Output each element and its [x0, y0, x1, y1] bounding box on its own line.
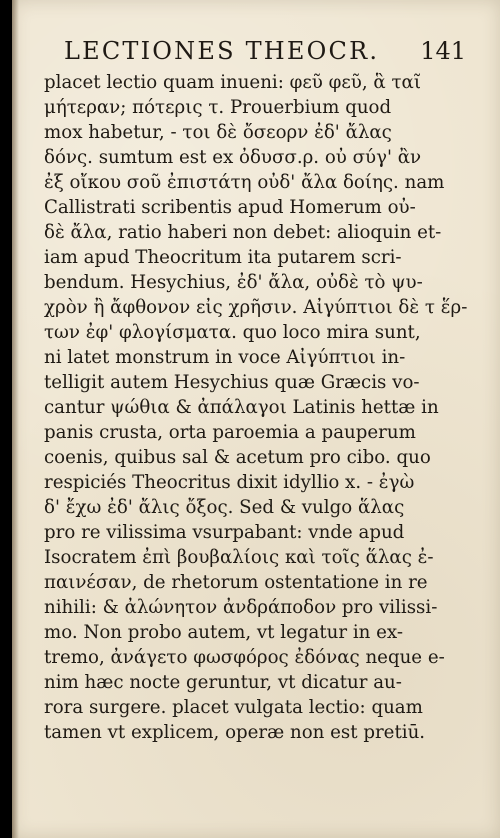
text-line: tamen vt explicem, operæ non est pretiū.: [44, 722, 426, 743]
text-line: χρὸν ἢ ἄφθονον εἰς χρῆσιν. Αἰγύπτιοι δὲ τ ἕρ-: [44, 297, 468, 318]
text-line: δόνς. sumtum est ex ὀδυσσ.ρ. οὐ σύγ' ἂν: [44, 147, 422, 168]
text-line: bendum. Hesychius, ἐδ' ἄλα, οὐδὲ τὸ ψυ-: [44, 272, 423, 293]
text-line: ni latet monstrum in voce Αἰγύπτιοι in-: [44, 347, 406, 368]
text-line: panis crusta, orta paroemia a pauperum: [44, 422, 416, 443]
text-line: nihili: & ἀλώνητον ἀνδράποδον pro vilissi-: [44, 597, 438, 618]
text-line: cantur ψώθια & ἀπάλαγοι Latinis hettæ in: [44, 397, 439, 418]
commentary-text: [44, 70, 468, 745]
text-line: respiciés Theocritus dixit idyllio x. - ἐγὼ: [44, 472, 415, 493]
text-line: δ' ἔχω ἐδ' ἄλις ὄξος. Sed & vulgo ἅλας: [44, 497, 405, 518]
text-line: placet lectio quam inueni: φεῦ φεῦ, ἃ ταῖ: [44, 72, 421, 93]
text-line: mo. Non probo autem, vt legatur in ex-: [44, 622, 403, 643]
text-line: coenis, quibus sal & acetum pro cibo. quo: [44, 447, 431, 468]
text-line: Callistrati scribentis apud Homerum οὐ-: [44, 197, 416, 218]
page-number: 141: [420, 37, 466, 65]
text-line: telligit autem Hesychius quæ Græcis vo-: [44, 372, 420, 393]
text-line: pro re vilissima vsurpabant: vnde apud: [44, 522, 405, 543]
text-line: δὲ ἄλα, ratio haberi non debet: alioquin et-: [44, 222, 442, 243]
text-line: tremo, ἀνάγετο φωσφόρος ἐδόνας neque e-: [44, 647, 445, 668]
running-head: LECTIONES THEOCR.: [64, 37, 380, 65]
text-line: iam apud Theocritum ita putarem scri-: [44, 247, 402, 268]
page-header: [64, 34, 466, 68]
text-line: Isocratem ἐπὶ βουβαλίοις καὶ τοῖς ἅλας ἐ-: [44, 547, 434, 568]
text-line: των ἐφ' φλογίσματα. quo loco mira sunt,: [44, 322, 421, 343]
text-line: μήτεραν; πότερις τ. Prouerbium quod: [44, 97, 392, 118]
text-line: mox habetur, - τοι δὲ ὄσεορν ἐδ' ἄλας: [44, 122, 392, 143]
text-line: ἐξ οἴκου σοῦ ἐπιστάτη οὐδ' ἄλα δοίης. nam: [44, 172, 445, 193]
text-line: rora surgere. placet vulgata lectio: quam: [44, 697, 423, 718]
page-gutter-shadow: [12, 0, 19, 838]
text-line: nim hæc nocte geruntur, vt dicatur au-: [44, 672, 402, 693]
text-line: παινέσαν, de rhetorum ostentatione in re: [44, 572, 428, 593]
